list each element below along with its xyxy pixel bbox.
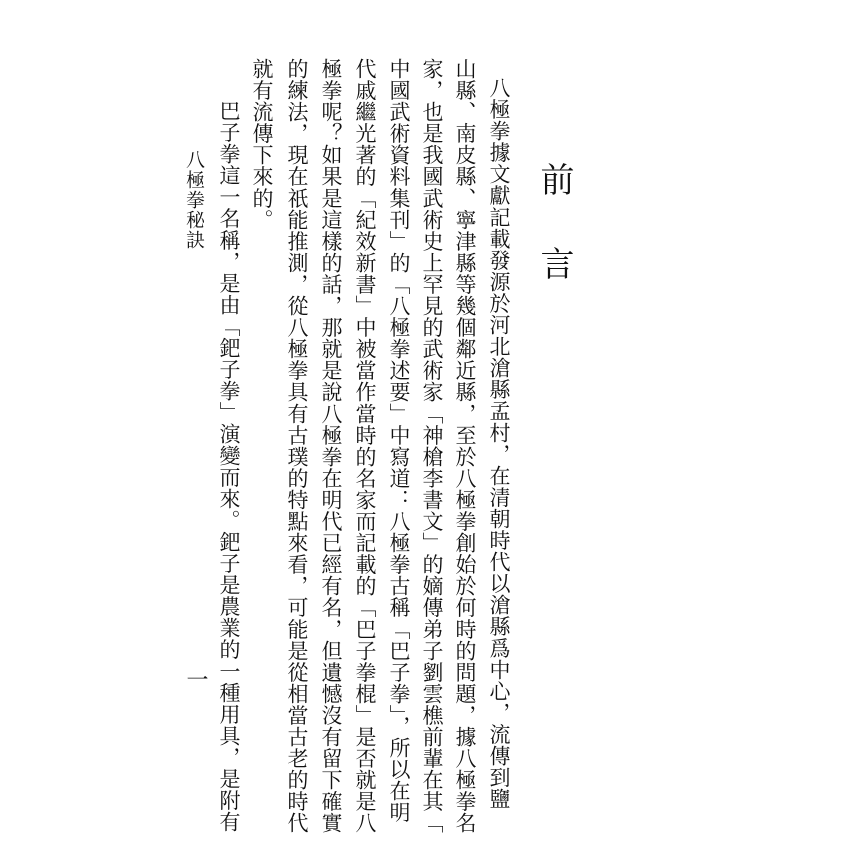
- text-column-9: 巴子拳這一名稱，是由「鈀子拳」演變而來。鈀子是農業的一種用具，是附有: [217, 100, 241, 833]
- text-column-6: 極拳呢？如果是這樣的話，那就是說八極拳在明代已經有名，但遺憾沒有留下確實: [319, 58, 343, 834]
- text-column-7: 的練法，現在祇能推測，從八極拳具有古璞的特點來看，可能是從相當古老的時代: [285, 58, 309, 834]
- text-column-5: 代戚繼光著的「紀效新書」中被當作當時的名家而記載的「巴子拳棍」是否就是八: [353, 58, 377, 834]
- book-title-footer: 八極拳秘訣: [183, 150, 205, 250]
- text-column-3: 家，也是我國武術史上罕見的武術家「神槍李書文」的嫡傳弟子劉雲樵前輩在其「: [420, 58, 444, 834]
- text-column-2: 山縣、南皮縣、寧津縣等幾個鄰近縣，至於八極拳創始於何時的問題，據八極拳名: [453, 58, 477, 834]
- page-number: 一: [183, 668, 208, 691]
- text-column-1: 八極拳據文獻記載發源於河北滄縣孟村，在清朝時代以滄縣爲中心，流傳到鹽: [487, 77, 511, 810]
- page-title: 前言: [534, 162, 574, 330]
- text-column-8: 就有流傳下來的。: [250, 58, 274, 231]
- text-column-4: 中國武術資料集刊」的「八極拳述要」中寫道：八極拳古稱「巴子拳」，所以在明: [387, 58, 411, 824]
